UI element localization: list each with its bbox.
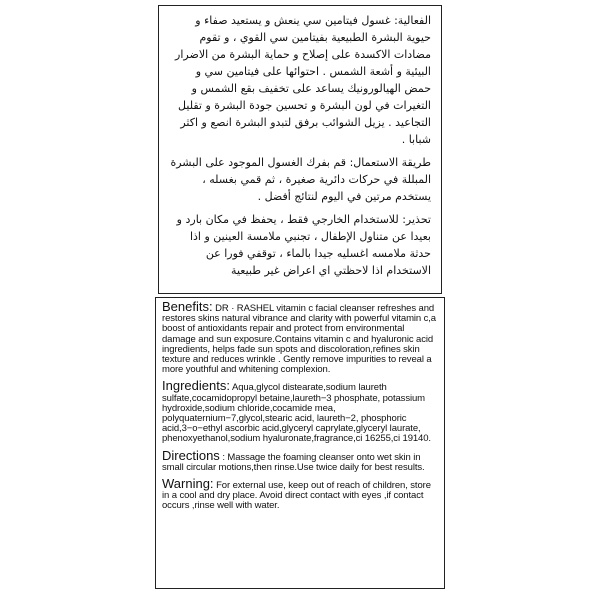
english-warning-label: Warning: <box>162 476 214 492</box>
arabic-warning <box>169 211 431 279</box>
english-directions <box>162 447 438 473</box>
arabic-warning-text: للاستخدام الخارجي فقط ، يحفظ في مكان بارد و بعيدا عن متناول الإطفال ، تجنبي ملامسة العينين و اذا حدثة ملامسه اغسليه جيدا بالماء ، توقفي فورا عن الاستخدام اذا لاحظتي اي اعراض غير طبيعية <box>176 213 431 277</box>
arabic-warning-label: تحذير: <box>402 213 431 226</box>
english-ingredients-label: Ingredients: <box>162 378 230 394</box>
english-benefits-label: Benefits: <box>162 299 213 314</box>
english-warning-text: For external use, keep out of reach of children, store in a cool and dry place. Avoid direct contact with eyes ,if contact occurs ,rinse well with water. <box>162 480 431 512</box>
english-ingredients <box>162 378 438 445</box>
arabic-benefits-text: غسول فيتامين سي ينعش و يستعيد صفاء و حيوية البشرة الطبيعية بفيتامين سي القوي ، و تقوم مضادات الاكسدة على إصلاح و حماية البشرة من الاضرار البيئية و أشعة الشمس . احتوائها على فيتامين سي و حمض الهيالورونيك يساعد على تخفيف بقع الشمس و التغيرات في لون البشرة و تحسين جودة البشرة و تقليل التجاعيد . يزيل الشوائب برفق لتبدو البشرة انصع و اكثر شبابا . <box>175 14 431 146</box>
english-directions-text: : Massage the foaming cleanser onto wet skin in small circular motions,then rinse.Use twice daily for best results. <box>162 451 425 473</box>
english-directions-label: Directions <box>162 447 220 463</box>
arabic-directions <box>169 154 431 205</box>
arabic-benefits-label: الفعالية: <box>394 14 431 27</box>
arabic-directions-text: قم بفرك الغسول الموجود على البشرة المبللة في حركات دائرية صغيرة ، ثم قمي بغسله ، يستخدم مرتين في اليوم لنتائج أفضل . <box>170 156 431 203</box>
arabic-label-panel <box>158 5 442 294</box>
english-benefits <box>162 299 438 376</box>
english-ingredients-text: Aqua,glycol distearate,sodium laureth sulfate,cocamidopropyl betaine,laureth−3 phosphate, potassium hydroxide,sodium chloride,cocamide mea, polyquaternium−7,glycol,stearic acid, laureth−2, phosphoric acid,3−o−ethyl ascorbic acid,glyceryl caprylate,glyceryl laurate, phenoxyethanol,sodium hyaluronate,fragrance,ci 16255,ci 19140. <box>162 382 431 445</box>
arabic-directions-label: طريقة الاستعمال: <box>349 156 431 169</box>
english-warning <box>162 476 438 512</box>
arabic-benefits <box>169 12 431 148</box>
english-label-panel <box>155 297 445 589</box>
english-benefits-text: DR · RASHEL vitamin c facial cleanser refreshes and restores skins natural vibrance and clarity with powerful vitamin c,a boost of antioxidants repair and protect from environmental damage and sun exposure.Contains vitamin c and hyaluronic acid ingredients, helps fade sun spots and discoloration,refines skin texture and reduces wrinkle . Gently remove impurities to reveal a more youthful and whitening complexion. <box>162 303 436 376</box>
